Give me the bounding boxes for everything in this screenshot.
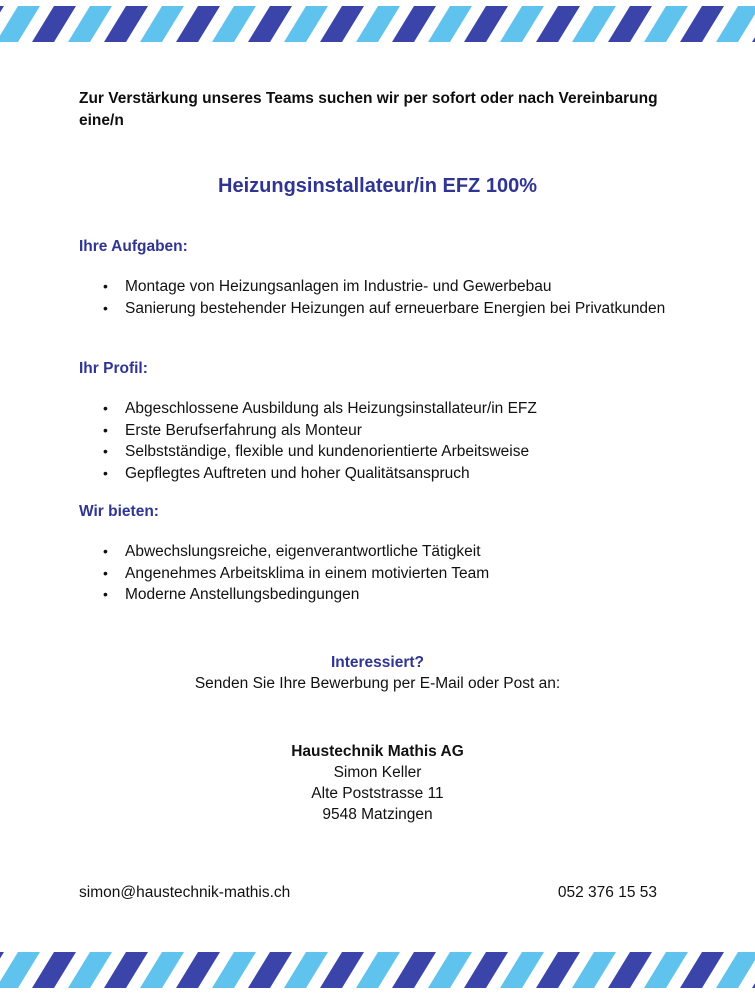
contact-name: Simon Keller: [333, 764, 422, 781]
stripe-segment: [392, 6, 436, 42]
list-item: • Sanierung bestehender Heizungen auf erneuerbare Energien bei Privatkunden: [125, 298, 695, 320]
stripe-segment: [644, 6, 688, 42]
stripe-segment: [572, 952, 616, 988]
stripe-segment: [500, 952, 544, 988]
stripe-segment: [644, 952, 688, 988]
stripe-segment: [320, 6, 364, 42]
stripe-segment: [0, 6, 40, 42]
stripe-segment: [680, 6, 724, 42]
list-item: • Abwechslungsreiche, eigenverantwortliche Tätigkeit: [125, 541, 695, 563]
address-block: [0, 741, 755, 825]
phone-number[interactable]: 052 376 15 53: [557, 884, 657, 901]
stripe-segment: [212, 6, 256, 42]
list-profil: [79, 398, 695, 484]
stripe-segment: [68, 6, 112, 42]
stripe-segment: [716, 6, 755, 42]
company-name: Haustechnik Mathis AG: [291, 743, 464, 760]
stripe-segment: [176, 6, 220, 42]
list-item: • Angenehmes Arbeitsklima in einem motivierten Team: [125, 563, 695, 585]
list-item: • Selbstständige, flexible und kundenorientierte Arbeitsweise: [125, 441, 695, 463]
stripe-segment: [104, 6, 148, 42]
cta-heading: Interessiert?: [330, 654, 425, 671]
stripe-segment: [356, 6, 400, 42]
list-item: • Moderne Anstellungsbedingungen: [125, 584, 695, 606]
stripe-segment: [248, 952, 292, 988]
stripe-segment: [392, 952, 436, 988]
stripe-segment: [608, 6, 652, 42]
stripe-segment: [716, 952, 755, 988]
stripe-segment: [248, 6, 292, 42]
stripe-segment: [428, 6, 472, 42]
decorative-stripe-top: [0, 6, 755, 42]
list-item: • Abgeschlossene Ausbildung als Heizungsinstallateur/in EFZ: [125, 398, 695, 420]
cta-block: [0, 652, 755, 694]
stripe-segment: [284, 952, 328, 988]
intro-text: Zur Verstärkung unseres Teams suchen wir per sofort oder nach Vereinbarung eine/n: [79, 90, 658, 129]
stripe-segment: [32, 6, 76, 42]
job-title: Heizungsinstallateur/in EFZ 100%: [218, 175, 537, 197]
stripe-segment: [212, 952, 256, 988]
email-link[interactable]: simon@haustechnik-mathis.ch: [79, 884, 291, 901]
list-item: • Erste Berufserfahrung als Monteur: [125, 420, 695, 442]
stripe-segment: [176, 952, 220, 988]
stripe-segment: [140, 952, 184, 988]
stripe-segment: [428, 952, 472, 988]
stripe-segment: [32, 952, 76, 988]
list-aufgaben: [79, 276, 695, 319]
stripe-segment: [284, 6, 328, 42]
section-heading-bieten: Wir bieten:: [79, 503, 159, 520]
decorative-stripe-bottom: [0, 952, 755, 988]
list-item: • Montage von Heizungsanlagen im Industrie- und Gewerbebau: [125, 276, 695, 298]
stripe-segment: [140, 6, 184, 42]
section-heading-profil: Ihr Profil:: [79, 360, 148, 377]
stripe-segment: [536, 952, 580, 988]
street-address: Alte Poststrasse 11: [311, 785, 444, 802]
section-heading-aufgaben: Ihre Aufgaben:: [79, 238, 188, 255]
stripe-segment: [680, 952, 724, 988]
stripe-segment: [0, 952, 40, 988]
stripe-segment: [68, 952, 112, 988]
stripe-segment: [500, 6, 544, 42]
stripe-segment: [536, 6, 580, 42]
list-item: • Gepflegtes Auftreten und hoher Qualitätsanspruch: [125, 463, 695, 485]
cta-text: Senden Sie Ihre Bewerbung per E-Mail oder Post an:: [194, 675, 561, 692]
stripe-segment: [320, 952, 364, 988]
stripe-segment: [356, 952, 400, 988]
stripe-segment: [104, 952, 148, 988]
stripe-segment: [464, 952, 508, 988]
stripe-segment: [572, 6, 616, 42]
stripe-segment: [464, 6, 508, 42]
stripe-segment: [608, 952, 652, 988]
list-bieten: [79, 541, 695, 606]
city-address: 9548 Matzingen: [322, 806, 433, 823]
